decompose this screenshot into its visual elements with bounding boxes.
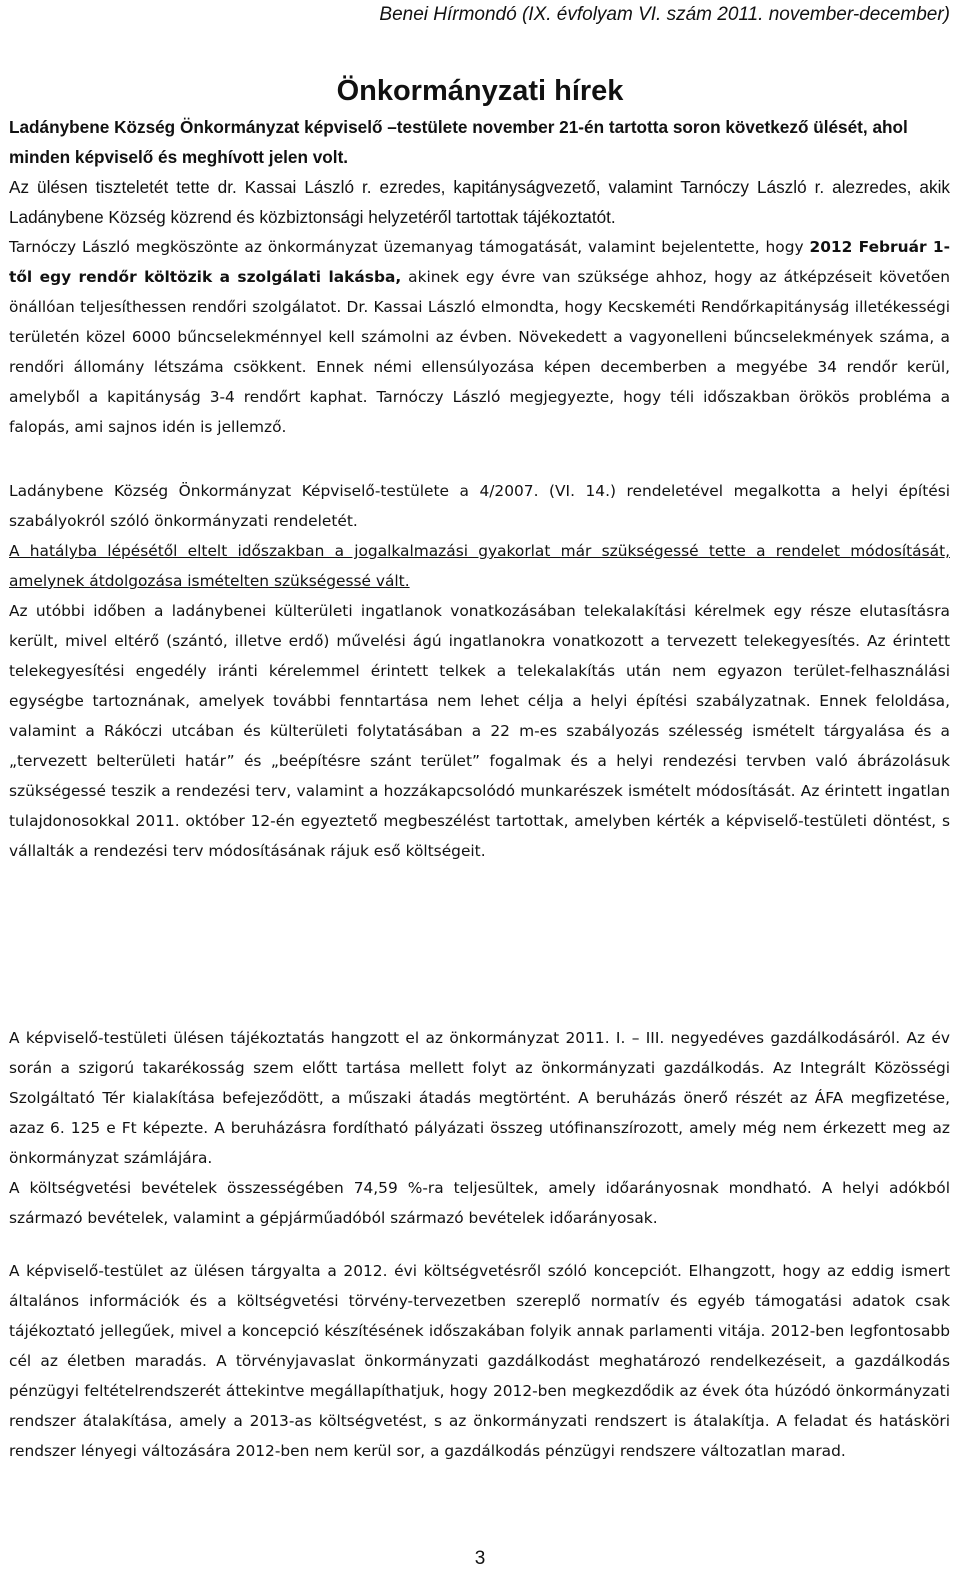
police-report-section [9, 232, 950, 442]
building-rules-paragraph-2-text: A hatályba lépésétől eltelt időszakban a jogalkalmazási gyakorlat már szükségessé tette a rendelet módosítását, amelynek átdolgozása ismételten szükségessé vált. [9, 542, 950, 590]
police-paragraph [9, 232, 950, 442]
finance-paragraph-1: A képviselő-testületi ülésen tájékoztatás hangzott el az önkormányzat 2011. I. – III. negyedéves gazdálkodásáról. Az év során a szigorú takarékosság szem előtt tartása mellett folyt az önkormányzati gazdálkodás. Az Integrált Közösségi Szolgáltató Tér kialakítása befejeződött, a műszaki átadás megtörtént. A beruházás önerő részét az ÁFA megfizetése, azaz 6. 125 e Ft képezte. A beruházásra fordítható pályázati összeg utófinanszírozott, amely még nem érkezett meg az önkormányzat számlájára. [9, 1029, 950, 1167]
intro-bold-paragraph [9, 112, 950, 172]
page-title: Önkormányzati hírek [336, 75, 624, 107]
building-rules-section [9, 476, 950, 866]
running-header: Benei Hírmondó (IX. évfolyam VI. szám 2011. november-december) [379, 4, 950, 25]
page-number: 3 [474, 1548, 486, 1569]
intro-block [9, 112, 950, 232]
budget-concept-section [9, 1256, 950, 1466]
building-rules-paragraph-3: Az utóbbi időben a ladánybenei külterületi ingatlanok vonatkozásában telekalakítási kérelmek egy része elutasításra került, mivel eltérő (szántó, illetve erdő) művelési ágú ingatlanokra vonatkozott a tervezett telekegyesítés. Az érintett telekegyesítési engedély iránti kérelemmel érintett telkek a telekalakítás után nem egyazon terület-felhasználási egységbe tartoznának, amelyek további fenntartása nem lehet célja a helyi építési szabályzatnak. Ennek feloldása, valamint a Rákóczi utcában és külterületi folytatásában a 22 m-es szabályozás szélesség ismételt tárgyalása és a „tervezett belterületi határ” és „beépítésre szánt terület” fogalmak és a helyi rendezési tervben való ábrázolásuk szükségessé teszik a rendezési terv, valamint a hozzákapcsolódó munkarészek ismételt módosítását. Az érintett ingatlan tulajdonosokkal 2011. október 12-én egyeztető megbeszélést tartottak, amelyben kérték a képviselő-testületi döntést, s vállalták a rendezési terv módosításának rájuk eső költségeit. [9, 602, 950, 860]
police-text-start: Tarnóczy László megköszönte az önkormányzat üzemanyag támogatását, valamint bejelentette, hogy [9, 238, 810, 256]
finance-paragraph-2: A költségvetési bevételek összességében 74,59 %-ra teljesültek, amely időarányosnak mondható. A helyi adókból származó bevételek, valamint a gépjárműadóból származó bevételek időarányosak. [9, 1179, 950, 1227]
budget-concept-paragraph: A képviselő-testület az ülésen tárgyalta a 2012. évi költségvetésről szóló koncepciót. Elhangzott, hogy az eddig ismert általános információk és a költségvetési törvény-tervezetben szereplő normatív és egyéb támogatási adatok csak tájékoztató jellegűek, mivel a koncepció készítésének időszakában folyik annak parlamenti vitája. 2012-ben legfontosabb cél az életben maradás. A törvényjavaslat önkormányzati gazdálkodást meghatározó rendelkezéseit, a gazdálkodás pénzügyi feltételrendszerét áttekintve megállapíthatjuk, hogy 2012-ben megkezdődik az évek óta húzódó önkormányzati rendszer átalakítása, amely a 2013-as költségvetést, s az önkormányzati rendszert is átalakítja. A feladat és hatásköri rendszer lényegi változására 2012-ben nem kerül sor, a gazdálkodás pénzügyi rendszere változatlan marad. [9, 1262, 950, 1460]
building-rules-paragraph-2 [9, 536, 950, 596]
police-text-end: akinek egy évre van szüksége ahhoz, hogy az átképzéseit követően önállóan teljesíthessen rendőri szolgálatot. Dr. Kassai László elmondta, hogy Kecskeméti Rendőrkapitányság illetékességi területén közel 6000 bűncselekménnyel kell számolni az évben. Növekedett a vagyonelleni bűncselekmények száma, a rendőri állomány létszáma csökkent. Ennek némi ellensúlyozása képen decemberben a megyébe 34 rendőr kerül, amelyből a kapitányság 3-4 rendőrt kaphat. Tarnóczy László megjegyezte, hogy téli időszakban örökös probléma a falopás, ami sajnos idén is jellemző. [9, 268, 950, 436]
intro-bold-text: Ladánybene Község Önkormányzat képviselő –testülete november 21-én tartotta soron következő ülését, ahol minden képviselő és meghívott jelen volt. [9, 117, 908, 167]
finance-section [9, 1023, 950, 1233]
intro-paragraph: Az ülésen tiszteletét tette dr. Kassai László r. ezredes, kapitányságvezető, valamint Tarnóczy László r. alezredes, akik Ladánybene Község közrend és közbiztonsági helyzetéről tartottak tájékoztatót. [9, 177, 950, 227]
police-highlight: 2012 Február 1-től egy rendőr költözik a szolgálati lakásba, [9, 238, 950, 286]
building-rules-paragraph-1: Ladánybene Község Önkormányzat Képviselő-testülete a 4/2007. (VI. 14.) rendeletével megalkotta a helyi építési szabályokról szóló önkormányzati rendeletét. [9, 482, 950, 530]
